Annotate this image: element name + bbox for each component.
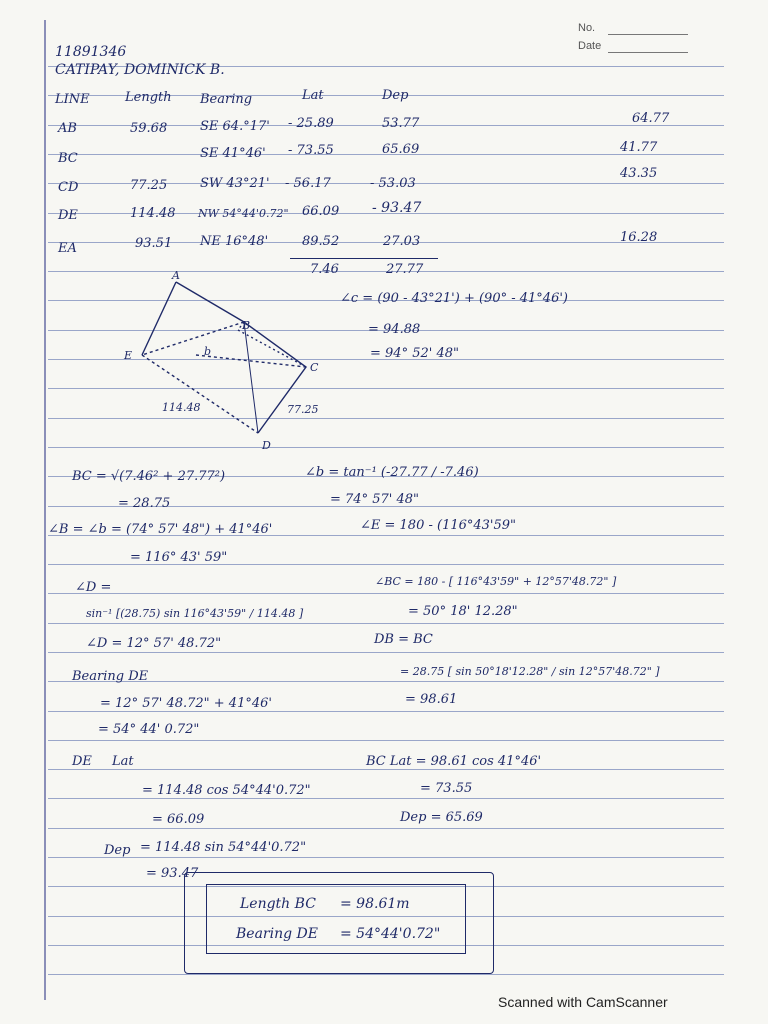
cell-note: 64.77 [632, 111, 670, 126]
angle-c-decimal: = 94.88 [368, 322, 421, 337]
cell-dep: - 93.47 [372, 200, 422, 216]
cell-length: 93.51 [135, 236, 173, 251]
angle-c-formula: ∠c = (90 - 43°21') + (90° - 41°46') [340, 291, 568, 306]
col-header-bearing: Bearing [200, 92, 253, 107]
no-label: No. [578, 22, 596, 34]
bc-lat-result: = 73.55 [420, 781, 473, 796]
cell-line: DE [58, 208, 78, 223]
point-d-label: D [262, 439, 271, 452]
angle-big-b-result: = 116° 43' 59" [130, 550, 228, 565]
cell-lat: 89.52 [302, 234, 340, 249]
angle-d-formula: sin⁻¹ [(28.75) sin 116°43'59" / 114.48 ] [86, 607, 304, 620]
col-header-length: Length [125, 90, 172, 105]
cell-lat: 66.09 [302, 204, 340, 219]
de-dep-result: = 93.47 [146, 866, 199, 881]
de-dep-formula: = 114.48 sin 54°44'0.72" [140, 840, 307, 855]
angle-b-result: = 74° 57' 48" [330, 492, 419, 507]
angle-bc-result: = 50° 18' 12.28" [408, 604, 518, 619]
total-lat: 7.46 [310, 262, 339, 277]
cell-bearing: NE 16°48' [200, 234, 269, 249]
cell-bearing: SE 41°46' [200, 146, 266, 161]
angle-e-formula: ∠E = 180 - (116°43'59" [360, 518, 517, 533]
angle-b-formula: ∠b = tan⁻¹ (-27.77 / -7.46) [305, 465, 479, 480]
point-e-label: E [124, 349, 133, 362]
cell-dep: 65.69 [382, 142, 420, 157]
cell-bearing: SW 43°21' [200, 176, 270, 191]
cell-line: AB [58, 121, 77, 136]
student-name: CATIPAY, DOMINICK B. [55, 62, 225, 78]
cell-lat: - 73.55 [288, 143, 334, 158]
angle-big-b-formula: ∠B = ∠b = (74° 57' 48") + 41°46' [48, 522, 273, 537]
angle-b-small-label: b [204, 345, 212, 358]
angle-c-dms: = 94° 52' 48" [370, 346, 459, 361]
cell-note: 16.28 [620, 230, 658, 245]
bc-dep-result: Dep = 65.69 [400, 810, 483, 825]
db-formula: = 28.75 [ sin 50°18'12.28" / sin 12°57'48.72" ] [400, 665, 660, 678]
angle-d-result: ∠D = 12° 57' 48.72" [86, 636, 222, 651]
col-header-lat: Lat [302, 88, 324, 103]
bearing-de-result: = 54° 44' 0.72" [98, 722, 200, 737]
answer-bearing-value: = 54°44'0.72" [340, 926, 441, 942]
answer-bearing-label: Bearing DE [236, 926, 318, 942]
student-id: 11891346 [55, 44, 127, 60]
cell-line: BC [58, 151, 78, 166]
cell-length: 59.68 [130, 121, 168, 136]
angle-bc-formula: ∠BC = 180 - [ 116°43'59" + 12°57'48.72" ] [375, 575, 617, 588]
bearing-de-label: Bearing DE [72, 669, 149, 684]
lat-label: Lat [112, 754, 134, 769]
de-label: DE [72, 754, 92, 769]
cell-length: 77.25 [130, 178, 168, 193]
col-header-line: LINE [55, 92, 90, 107]
de-lat-result: = 66.09 [152, 812, 205, 827]
cell-bearing: NW 54°44'0.72" [198, 207, 289, 220]
total-dep: 27.77 [386, 262, 424, 277]
angle-d-label: ∠D = [75, 580, 112, 595]
cell-line: CD [58, 180, 79, 195]
de-lat-formula: = 114.48 cos 54°44'0.72" [142, 783, 311, 798]
point-c-label: C [310, 361, 319, 374]
point-a-label: A [172, 269, 180, 282]
cell-dep: - 53.03 [370, 176, 416, 191]
length-cd-label: 77.25 [287, 403, 319, 416]
bearing-de-formula: = 12° 57' 48.72" + 41°46' [100, 696, 272, 711]
length-de-label: 114.48 [162, 401, 201, 414]
cell-lat: - 56.17 [285, 176, 331, 191]
cell-dep: 27.03 [383, 234, 421, 249]
bc-lat-formula: BC Lat = 98.61 cos 41°46' [366, 754, 542, 769]
cell-dep: 53.77 [382, 116, 420, 131]
point-b-label: B [242, 319, 251, 332]
bc-result: = 28.75 [118, 496, 171, 511]
cell-lat: - 25.89 [288, 116, 334, 131]
cell-bearing: SE 64.°17' [200, 119, 270, 134]
date-label: Date [578, 40, 602, 52]
db-equals-bc: DB = BC [374, 632, 433, 647]
cell-note: 43.35 [620, 166, 658, 181]
answer-length-value: = 98.61m [340, 896, 410, 912]
bc-formula: BC = √(7.46² + 27.77²) [72, 469, 226, 484]
cell-note: 41.77 [620, 140, 658, 155]
answer-length-label: Length BC [240, 896, 316, 912]
db-result: = 98.61 [405, 692, 458, 707]
answer-box-inner [206, 884, 466, 954]
cell-length: 114.48 [130, 206, 176, 221]
dep-label: Dep [104, 843, 131, 858]
cell-line: EA [58, 241, 77, 256]
col-header-dep: Dep [382, 88, 409, 103]
scanner-watermark: Scanned with CamScanner [498, 994, 668, 1010]
